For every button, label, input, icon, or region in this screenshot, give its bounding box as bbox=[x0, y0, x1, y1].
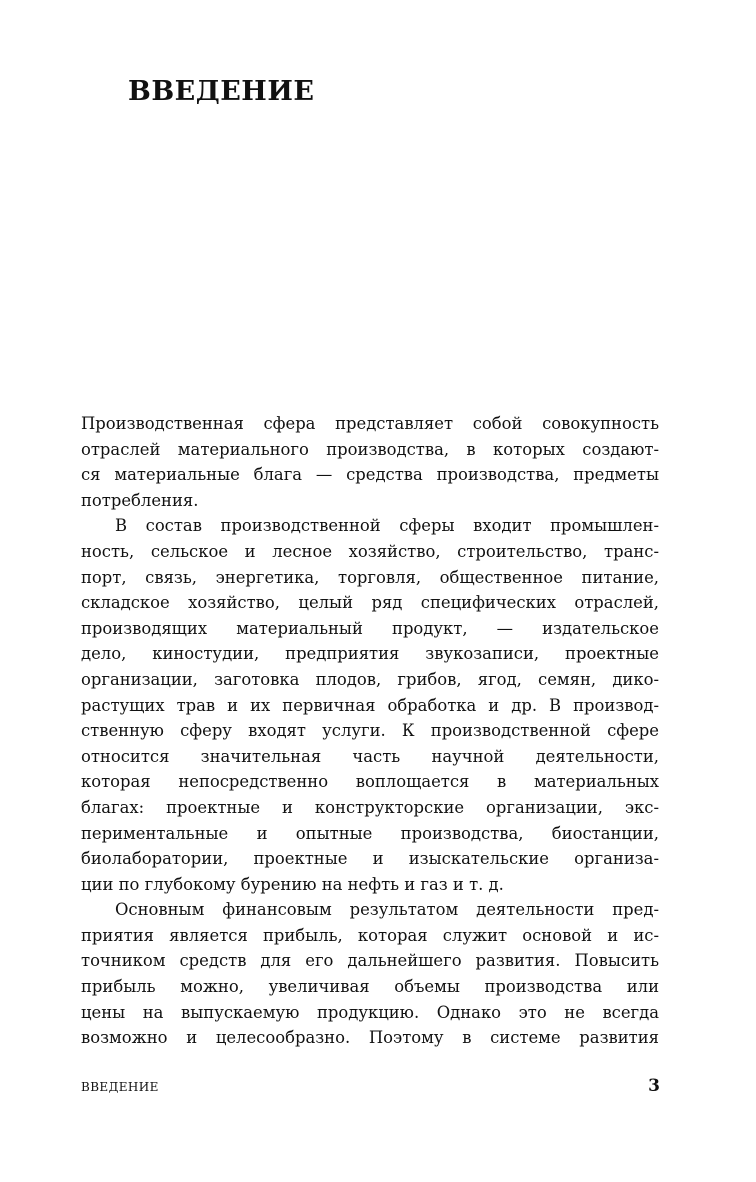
text-line: порт, связь, энергетика, торговля, общественное питание, bbox=[81, 567, 659, 587]
text-line: Производственная сфера представляет собой совокупность bbox=[81, 414, 659, 433]
text-line: прибыль можно, увеличивая объемы производства или bbox=[81, 977, 659, 997]
text-line: производящих материальный продукт, — издательское bbox=[81, 618, 659, 638]
text-line: которая непосредственно воплощается в материальных bbox=[81, 772, 659, 792]
text-line: возможно и целесообразно. Поэтому в системе развития bbox=[81, 1028, 659, 1048]
text-line: потребления. bbox=[81, 490, 199, 510]
text-line: организации, заготовка плодов, грибов, ягод, семян, дико- bbox=[81, 669, 659, 689]
text-line: Основным финансовым результатом деятельности пред- bbox=[115, 900, 659, 920]
text-line: дело, киностудии, предприятия звукозаписи, проектные bbox=[81, 644, 659, 664]
text-line: периментальные и опытные производства, биостанции, bbox=[81, 823, 659, 843]
text-line: складское хозяйство, целый ряд специфических отраслей, bbox=[81, 593, 659, 613]
text-line: точником средств для его дальнейшего развития. Повысить bbox=[81, 951, 659, 971]
running-title: ВВЕДЕНИЕ bbox=[81, 1080, 159, 1094]
page-number: 3 bbox=[648, 1076, 660, 1096]
text-line: относится значительная часть научной деятельности, bbox=[81, 746, 659, 766]
text-line: ственную сферу входят услуги. К производственной сфере bbox=[81, 721, 659, 741]
text-line: отраслей материального производства, в которых создают- bbox=[81, 439, 659, 459]
text-line: приятия является прибыль, которая служит основой и ис- bbox=[81, 925, 659, 945]
text-line: ность, сельское и лесное хозяйство, строительство, транс- bbox=[81, 541, 659, 561]
text-line: ся материальные блага — средства производства, предметы bbox=[81, 465, 659, 485]
text-line: растущих трав и их первичная обработка и др. В производ- bbox=[81, 695, 659, 715]
text-line: В состав производственной сферы входит промышлен- bbox=[115, 516, 659, 536]
text-line: цены на выпускаемую продукцию. Однако это не всегда bbox=[81, 1002, 659, 1022]
text-line: благах: проектные и конструкторские организации, экс- bbox=[81, 797, 659, 817]
text-line: ции по глубокому бурению на нефть и газ и т. д. bbox=[81, 874, 504, 894]
chapter-heading: ВВЕДЕНИЕ bbox=[128, 76, 315, 107]
text-line: биолаборатории, проектные и изыскательские организа- bbox=[81, 849, 659, 869]
body-text bbox=[81, 411, 659, 1051]
